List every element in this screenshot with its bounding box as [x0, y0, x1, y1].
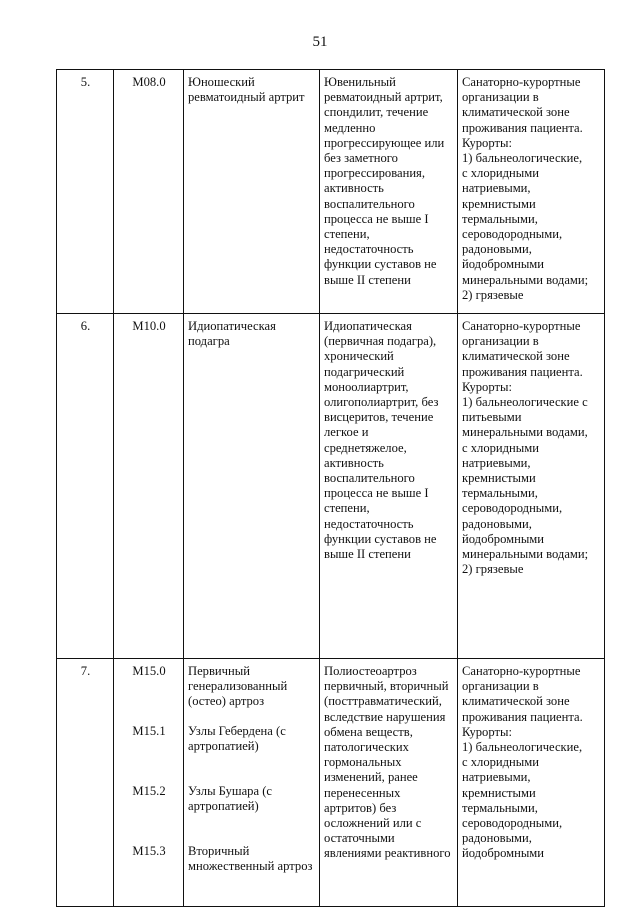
resort-line: 2) грязевые: [462, 287, 524, 302]
resort-cell: [458, 314, 605, 659]
icd-code: M10.0: [132, 319, 166, 333]
description-line: процесса не выше I: [324, 486, 429, 501]
description-line: олигополиартрит, без: [324, 395, 439, 410]
resort-line: сероводородными,: [462, 816, 563, 831]
resort-line: климатической зоне: [462, 694, 570, 709]
resort-line: климатической зоне: [462, 349, 570, 364]
description-line: среднетяжелое,: [324, 440, 407, 455]
diagnosis-cell: [184, 314, 320, 659]
description-line: гормональных: [324, 755, 402, 770]
diagnosis-line: Первичный: [188, 664, 250, 678]
resort-line: Курорты:: [462, 724, 512, 739]
resort-line: климатической зоне: [462, 105, 570, 120]
icd-code: M15.2: [132, 784, 166, 798]
resort-cell: [458, 659, 605, 907]
resort-line: Санаторно-курортные: [462, 664, 581, 678]
resort-line: кремнистыми: [462, 471, 536, 486]
icd-code-cell: [114, 70, 184, 314]
resort-line: натриевыми,: [462, 181, 531, 196]
resort-line: сероводородными,: [462, 227, 563, 242]
description-line: ревматоидный артрит,: [324, 90, 443, 105]
description-line: выше II степени: [324, 272, 411, 287]
diagnosis-line: ревматоидный артрит: [188, 90, 305, 105]
row-number: 6.: [57, 314, 114, 659]
resort-line: радоновыми,: [462, 242, 532, 257]
description-line: Ювенильный: [324, 75, 396, 89]
resort-line: йодобромными: [462, 531, 545, 546]
resort-line: проживания пациента.: [462, 120, 583, 135]
description-line: степени,: [324, 227, 370, 242]
table-row: [57, 659, 605, 907]
diagnosis-line: артропатией): [188, 739, 259, 754]
clinical-description-cell: [320, 659, 458, 907]
resort-line: организации в: [462, 90, 539, 105]
resort-line: йодобромными: [462, 846, 545, 861]
diagnosis-name: [188, 784, 316, 844]
resort-line: 1) бальнеологические,: [462, 151, 583, 166]
resort-cell: [458, 70, 605, 314]
resort-line: натриевыми,: [462, 770, 531, 785]
description-line: подагрический: [324, 364, 405, 379]
diagnosis-line: генерализованный: [188, 679, 288, 694]
description-line: (первичная подагра),: [324, 334, 437, 349]
resort-line: с хлоридными: [462, 166, 539, 181]
resort-line: проживания пациента.: [462, 709, 583, 724]
description-line: висцеритов, течение: [324, 410, 434, 425]
resort-line: радоновыми,: [462, 831, 532, 846]
clinical-description-cell: [320, 70, 458, 314]
resort-line: натриевыми,: [462, 455, 531, 470]
resort-line: проживания пациента.: [462, 364, 583, 379]
diagnosis-name: [188, 75, 316, 105]
description-line: процесса не выше I: [324, 211, 429, 226]
resort-line: радоновыми,: [462, 516, 532, 531]
description-line: медленно: [324, 120, 376, 135]
resort-line: 1) бальнеологические,: [462, 740, 583, 755]
resort-line: Курорты:: [462, 379, 512, 394]
description-line: перенесенных: [324, 785, 401, 800]
description-line: патологических: [324, 740, 409, 755]
resort-line: термальными,: [462, 211, 538, 226]
diagnosis-line: Узлы Гебердена (с: [188, 724, 286, 738]
resort-line: термальными,: [462, 800, 538, 815]
resort-line: с хлоридными: [462, 755, 539, 770]
table-row: [57, 314, 605, 659]
diagnosis-line: (остео) артроз: [188, 694, 265, 709]
description-line: обмена веществ,: [324, 724, 413, 739]
diagnosis-line: Идиопатическая: [188, 319, 276, 333]
table-row: [57, 70, 605, 314]
diagnosis-line: Вторичный: [188, 844, 250, 858]
resort-line: Курорты:: [462, 135, 512, 150]
resort-line: кремнистыми: [462, 196, 536, 211]
description-line: функции суставов не: [324, 531, 437, 546]
description-line: вследствие нарушения: [324, 709, 446, 724]
icd-code: M08.0: [132, 75, 166, 89]
icd-code-cell: [114, 314, 184, 659]
description-line: воспалительного: [324, 196, 415, 211]
resort-line: организации в: [462, 679, 539, 694]
resort-line: сероводородными,: [462, 501, 563, 516]
diagnosis-line: Юношеский: [188, 75, 255, 89]
description-line: недостаточность: [324, 242, 414, 257]
resort-line: Санаторно-курортные: [462, 319, 581, 333]
diagnosis-cell: [184, 70, 320, 314]
description-line: (посттравматический,: [324, 694, 442, 709]
resort-line: питьевыми: [462, 410, 522, 425]
description-line: степени,: [324, 501, 370, 516]
diagnosis-line: множественный артроз: [188, 859, 313, 874]
diagnosis-line: подагра: [188, 334, 230, 349]
diagnosis-line: Узлы Бушара (с: [188, 784, 272, 798]
icd-code: M15.3: [132, 844, 166, 858]
diagnosis-name: [188, 319, 316, 349]
row-number: 7.: [57, 659, 114, 907]
page-number: 51: [312, 34, 328, 50]
diagnosis-name: [188, 664, 316, 724]
description-line: функции суставов не: [324, 257, 437, 272]
resort-line: 1) бальнеологические с: [462, 395, 588, 410]
resort-line: йодобромными: [462, 257, 545, 272]
resort-line: с хлоридными: [462, 440, 539, 455]
description-line: изменений, ранее: [324, 770, 418, 785]
resort-line: 2) грязевые: [462, 562, 524, 577]
resort-line: минеральными водами;: [462, 547, 589, 562]
diagnosis-name: [188, 844, 316, 904]
resort-line: минеральными водами;: [462, 272, 589, 287]
description-line: осложнений или с: [324, 816, 422, 831]
resort-line: Санаторно-курортные: [462, 75, 581, 89]
description-line: Полиостеоартроз: [324, 664, 417, 678]
description-line: моноолиартрит,: [324, 379, 409, 394]
resort-line: минеральными водами,: [462, 425, 588, 440]
description-line: активность: [324, 455, 384, 470]
description-line: остаточными: [324, 831, 395, 846]
description-line: воспалительного: [324, 471, 415, 486]
row-number: 5.: [57, 70, 114, 314]
description-line: прогрессирующее или: [324, 135, 445, 150]
description-line: без заметного: [324, 151, 398, 166]
description-line: явлениями реактивного: [324, 846, 451, 861]
description-line: выше II степени: [324, 547, 411, 562]
clinical-description-cell: [320, 314, 458, 659]
diagnosis-cell: [184, 659, 320, 907]
description-line: Идиопатическая: [324, 319, 412, 333]
resort-line: термальными,: [462, 486, 538, 501]
resort-line: организации в: [462, 334, 539, 349]
diagnosis-line: артропатией): [188, 799, 259, 814]
description-line: легкое и: [324, 425, 369, 440]
description-line: спондилит, течение: [324, 105, 429, 120]
description-line: артритов) без: [324, 800, 397, 815]
icd-code: M15.1: [132, 724, 166, 738]
description-line: активность: [324, 181, 384, 196]
description-line: первичный, вторичный: [324, 679, 449, 694]
resort-line: кремнистыми: [462, 785, 536, 800]
icd-code-cell: [114, 659, 184, 907]
resort-indications-table: [56, 69, 605, 907]
description-line: недостаточность: [324, 516, 414, 531]
diagnosis-name: [188, 724, 316, 784]
description-line: хронический: [324, 349, 394, 364]
description-line: прогрессирования,: [324, 166, 426, 181]
icd-code: M15.0: [132, 664, 166, 678]
